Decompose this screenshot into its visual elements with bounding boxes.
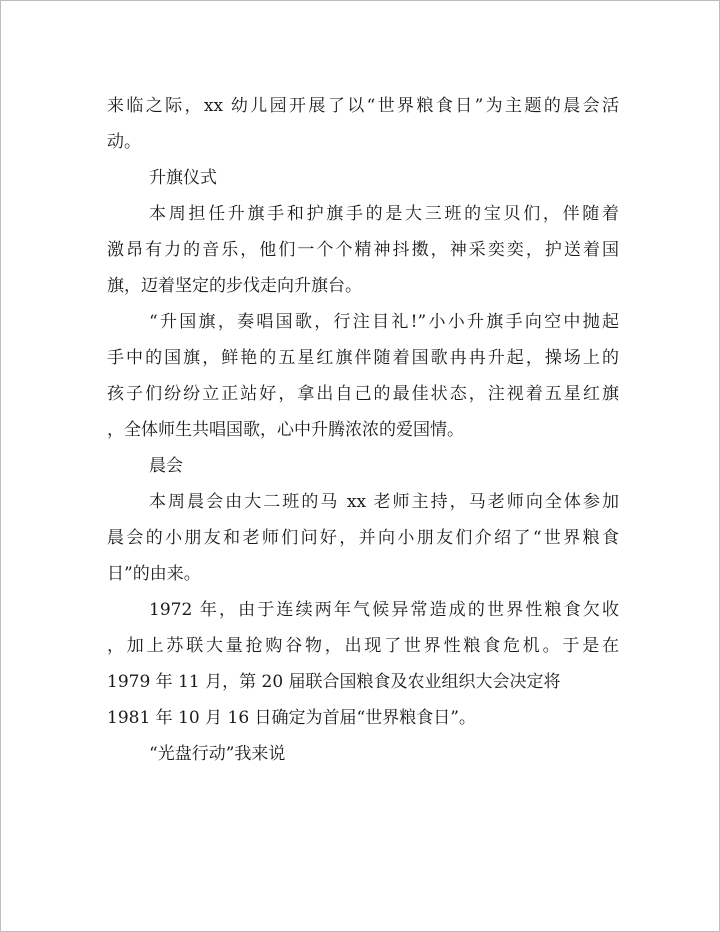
- text-line: 来临之际，xx 幼儿园开展了以“世界粮食日”为主题的晨会活: [107, 96, 619, 116]
- text-line: ，全体师生共唱国歌，心中升腾浓浓的爱国情。: [107, 420, 464, 440]
- text-line: 1981 年 10 月 16 日确定为首届“世界粮食日”。: [107, 708, 476, 728]
- text-line: 1979 年 11 月，第 20 届联合国粮食及农业组织大会决定将: [107, 672, 561, 692]
- section-heading-flag-raising: 升旗仪式: [149, 168, 217, 188]
- text-line: 手中的国旗，鲜艳的五星红旗伴随着国歌冉冉升起，操场上的: [107, 348, 619, 368]
- text-line: 本周晨会由大二班的马 xx 老师主持，马老师向全体参加: [149, 492, 619, 512]
- text-line: 旗，迈着坚定的步伐走向升旗台。: [107, 276, 362, 296]
- text-line: 晨会的小朋友和老师们问好，并向小朋友们介绍了“世界粮食: [107, 528, 619, 548]
- text-line: 日”的由来。: [107, 564, 201, 584]
- text-line: 本周担任升旗手和护旗手的是大三班的宝贝们，伴随着: [149, 204, 619, 224]
- text-line: 孩子们纷纷立正站好，拿出自己的最佳状态，注视着五星红旗: [107, 384, 619, 404]
- section-heading-clean-plate: “光盘行动”我来说: [149, 744, 286, 764]
- text-line: 激昂有力的音乐，他们一个个精神抖擞，神采奕奕，护送着国: [107, 240, 619, 260]
- text-line: ，加上苏联大量抢购谷物，出现了世界性粮食危机。于是在: [107, 636, 619, 656]
- text-line: 1972 年，由于连续两年气候异常造成的世界性粮食欠收: [149, 600, 619, 620]
- section-heading-morning-meeting: 晨会: [149, 456, 183, 476]
- text-line: “升国旗，奏唱国歌，行注目礼!”小小升旗手向空中抛起: [149, 312, 619, 332]
- document-body: [107, 88, 619, 772]
- text-line: 动。: [107, 132, 141, 152]
